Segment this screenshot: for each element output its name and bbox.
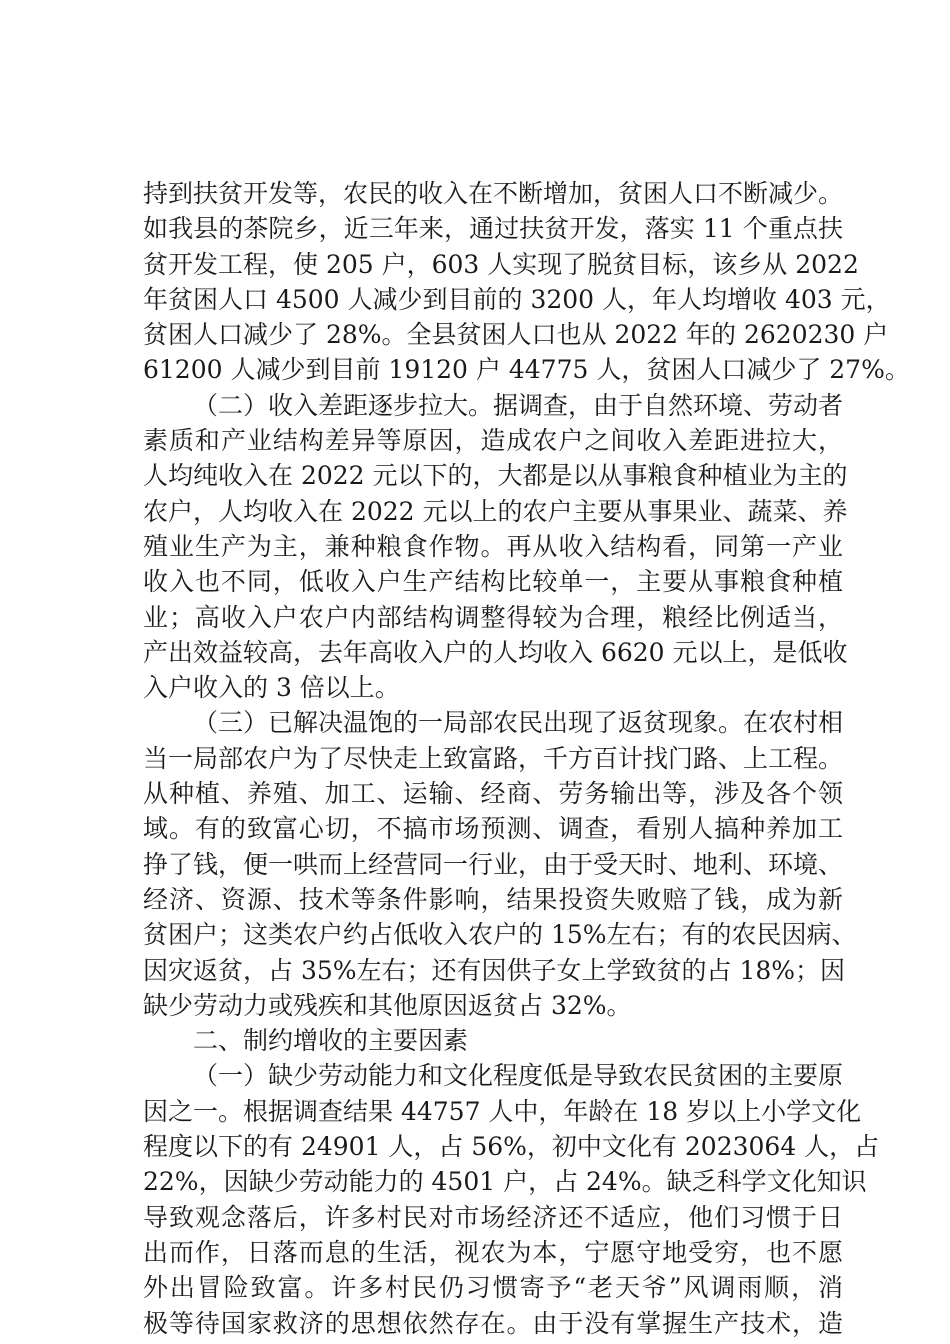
text-line: 素质和产业结构差异等原因，造成农户之间收入差距进拉大， — [143, 426, 843, 456]
text-line: 产出效益较高，去年高收入户的人均收入 6620 元以上，是低收 — [143, 637, 848, 667]
text-line: 因灾返贫，占 35%左右；还有因供子女上学致贫的占 18%；因 — [143, 955, 846, 985]
body-text — [143, 176, 910, 1341]
text-line: 入户收入的 3 倍以上。 — [143, 673, 400, 703]
text-line: 外出冒险致富。许多村民仍习惯寄予“老天爷”风调雨顺，消 — [143, 1273, 843, 1303]
text-line: 贫困人口减少了 28%。全县贫困人口也从 2022 年的 2620230 户 — [143, 320, 889, 350]
text-line: （三）已解决温饱的一局部农民出现了返贫现象。在农村相 — [193, 708, 844, 738]
text-line: 61200 人减少到目前 19120 户 44775 人，贫困人口减少了 27%。 — [143, 355, 910, 385]
text-line: 持到扶贫开发等，农民的收入在不断增加，贫困人口不断减少。 — [143, 179, 844, 208]
text-line: 年贫困人口 4500 人减少到目前的 3200 人，年人均增收 403 元， — [143, 284, 891, 314]
text-line: 如我县的茶院乡，近三年来，通过扶贫开发，落实 11 个重点扶 — [143, 214, 843, 244]
text-line: 经济、资源、技术等条件影响，结果投资失败赔了钱，成为新 — [143, 884, 843, 914]
text-line: 域。有的致富心切，不搞市场预测、调查，看别人搞种养加工 — [143, 814, 843, 844]
text-line: 人均纯收入在 2022 元以下的，大都是以从事粮食种植业为主的 — [143, 461, 848, 491]
text-line: 极等待国家救济的思想依然存在。由于没有掌握生产技术，造 — [143, 1308, 843, 1338]
text-line: 贫困户；这类农户约占低收入农户的 15%左右；有的农民因病、 — [143, 920, 857, 950]
text-line: 出而作，日落而息的生活，视农为本，宁愿守地受穷，也不愿 — [143, 1237, 843, 1267]
text-line: 缺少劳动力或残疾和其他原因返贫占 32%。 — [143, 990, 632, 1020]
text-line: 贫开发工程，使 205 户，603 人实现了脱贫目标，该乡从 2022 — [143, 249, 859, 279]
text-line: 殖业生产为主，兼种粮食作物。再从收入结构看，同第一产业 — [143, 531, 843, 561]
text-line: （一）缺少劳动能力和文化程度低是导致农民贫困的主要原 — [193, 1061, 844, 1091]
text-line: 农户，人均收入在 2022 元以上的农户主要从事果业、蔬菜、养 — [143, 496, 848, 526]
text-line: 收入也不同，低收入户生产结构比较单一，主要从事粮食种植 — [143, 567, 843, 597]
text-line: （二）收入差距逐步拉大。据调查，由于自然环境、劳动者 — [193, 390, 844, 420]
text-line: 业；高收入户农户内部结构调整得较为合理，粮经比例适当， — [143, 602, 843, 632]
text-line: 挣了钱，便一哄而上经营同一行业，由于受天时、地利、环境、 — [143, 849, 844, 879]
text-line: 从种植、养殖、加工、运输、经商、劳务输出等，涉及各个领 — [143, 779, 843, 809]
text-line: 因之一。根据调查结果 44757 人中，年龄在 18 岁以上小学文化 — [143, 1096, 862, 1126]
text-line: 程度以下的有 24901 人，占 56%，初中文化有 2023064 人，占 — [143, 1132, 880, 1162]
text-line: 二、制约增收的主要因素 — [193, 1026, 469, 1056]
text-line: 当一局部农户为了尽快走上致富路，千方百计找门路、上工程。 — [143, 743, 844, 773]
text-line: 22%，因缺少劳动能力的 4501 户，占 24%。缺乏科学文化知识 — [143, 1167, 867, 1197]
text-line: 导致观念落后，许多村民对市场经济还不适应，他们习惯于日 — [143, 1202, 843, 1232]
